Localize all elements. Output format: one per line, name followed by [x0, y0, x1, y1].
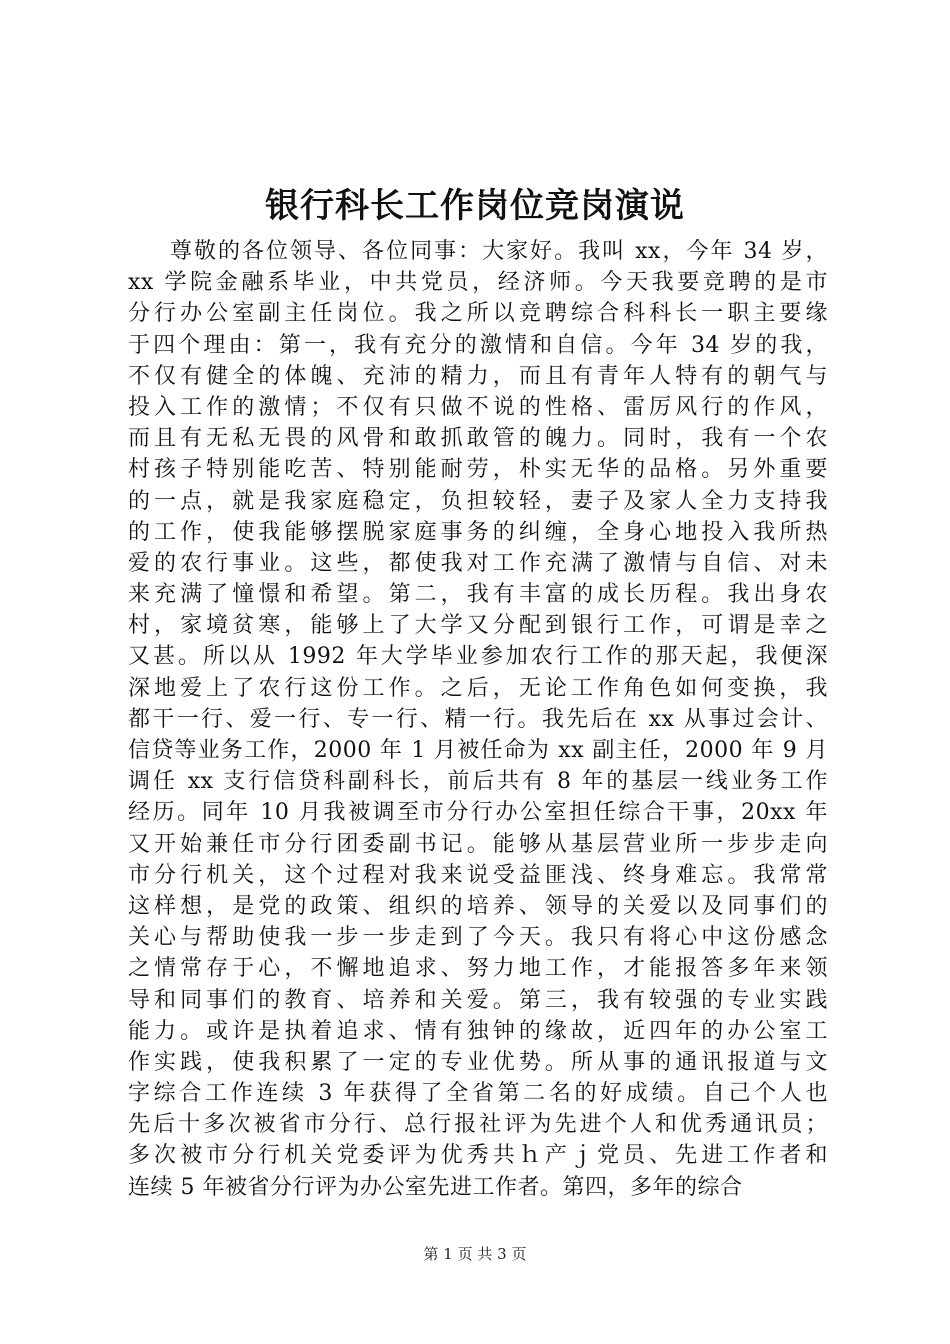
page-footer: 第 1 页 共 3 页: [423, 1245, 527, 1263]
body-line: 村孩子特别能吃苦、特别能耐劳，朴实无华的品格。另外重要: [128, 457, 828, 483]
body-line: 的一点，就是我家庭稳定，负担较轻，妻子及家人全力支持我: [128, 488, 828, 514]
body-line: 村，家境贫寒，能够上了大学又分配到银行工作，可谓是幸之: [128, 613, 828, 639]
body-line: 多次被市分行机关党委评为优秀共ｈ产ｊ党员、先进工作者和: [128, 1143, 828, 1169]
document-title: 银行科长工作岗位竞岗演说: [265, 186, 685, 226]
body-line: 字综合工作连续 3 年获得了全省第二名的好成绩。自己个人也: [128, 1081, 828, 1107]
body-line: 尊敬的各位领导、各位同事：大家好。我叫 xx，今年 34 岁，: [170, 239, 828, 264]
body-line: 经历。同年 10 月我被调至市分行办公室担任综合干事，20xx 年: [128, 800, 828, 826]
body-line: 关心与帮助使我一步一步走到了今天。我只有将心中这份感念: [128, 925, 828, 951]
body-line: 又甚。所以从 1992 年大学毕业参加农行工作的那天起，我便深: [128, 644, 828, 670]
body-line: 分行办公室副主任岗位。我之所以竞聘综合科科长一职主要缘: [128, 301, 828, 327]
body-line: 不仅有健全的体魄、充沛的精力，而且有青年人特有的朝气与: [128, 363, 828, 389]
body-line: 来充满了憧憬和希望。第二，我有丰富的成长历程。我出身农: [128, 582, 828, 608]
body-line: 而且有无私无畏的风骨和敢抓敢管的魄力。同时，我有一个农: [128, 426, 828, 452]
body-line: 能力。或许是执着追求、情有独钟的缘故，近四年的办公室工: [128, 1018, 828, 1044]
document-body: [128, 236, 828, 1203]
body-line: 于四个理由：第一，我有充分的激情和自信。今年 34 岁的我，: [128, 332, 828, 358]
body-line: 深地爱上了农行这份工作。之后，无论工作角色如何变换，我: [128, 675, 828, 701]
body-line: 市分行机关，这个过程对我来说受益匪浅、终身难忘。我常常: [128, 862, 828, 888]
body-line: 都干一行、爱一行、专一行、精一行。我先后在 xx 从事过会计、: [128, 706, 828, 732]
body-line: 又开始兼任市分行团委副书记。能够从基层营业所一步步走向: [128, 831, 828, 857]
body-line: 投入工作的激情；不仅有只做不说的性格、雷厉风行的作风，: [128, 394, 828, 420]
body-line: 导和同事们的教育、培养和关爱。第三，我有较强的专业实践: [128, 987, 828, 1013]
body-line: 先后十多次被省市分行、总行报社评为先进个人和优秀通讯员；: [128, 1112, 828, 1138]
body-line: 信贷等业务工作，2000 年 1 月被任命为 xx 副主任，2000 年 9 月: [128, 738, 828, 763]
body-line: 连续 5 年被省分行评为办公室先进工作者。第四，多年的综合: [128, 1174, 743, 1200]
body-line: xx 学院金融系毕业，中共党员，经济师。今天我要竞聘的是市: [128, 270, 828, 296]
body-line: 这样想，是党的政策、组织的培养、领导的关爱以及同事们的: [128, 893, 828, 919]
body-line: 之情常存于心，不懈地追求、努力地工作，才能报答多年来领: [128, 956, 828, 982]
body-line: 爱的农行事业。这些，都使我对工作充满了激情与自信、对未: [128, 550, 828, 576]
body-line: 的工作，使我能够摆脱家庭事务的纠缠，全身心地投入我所热: [128, 519, 828, 545]
body-line: 作实践，使我积累了一定的专业优势。所从事的通讯报道与文: [128, 1049, 828, 1075]
body-line: 调任 xx 支行信贷科副科长，前后共有 8 年的基层一线业务工作: [128, 769, 828, 795]
